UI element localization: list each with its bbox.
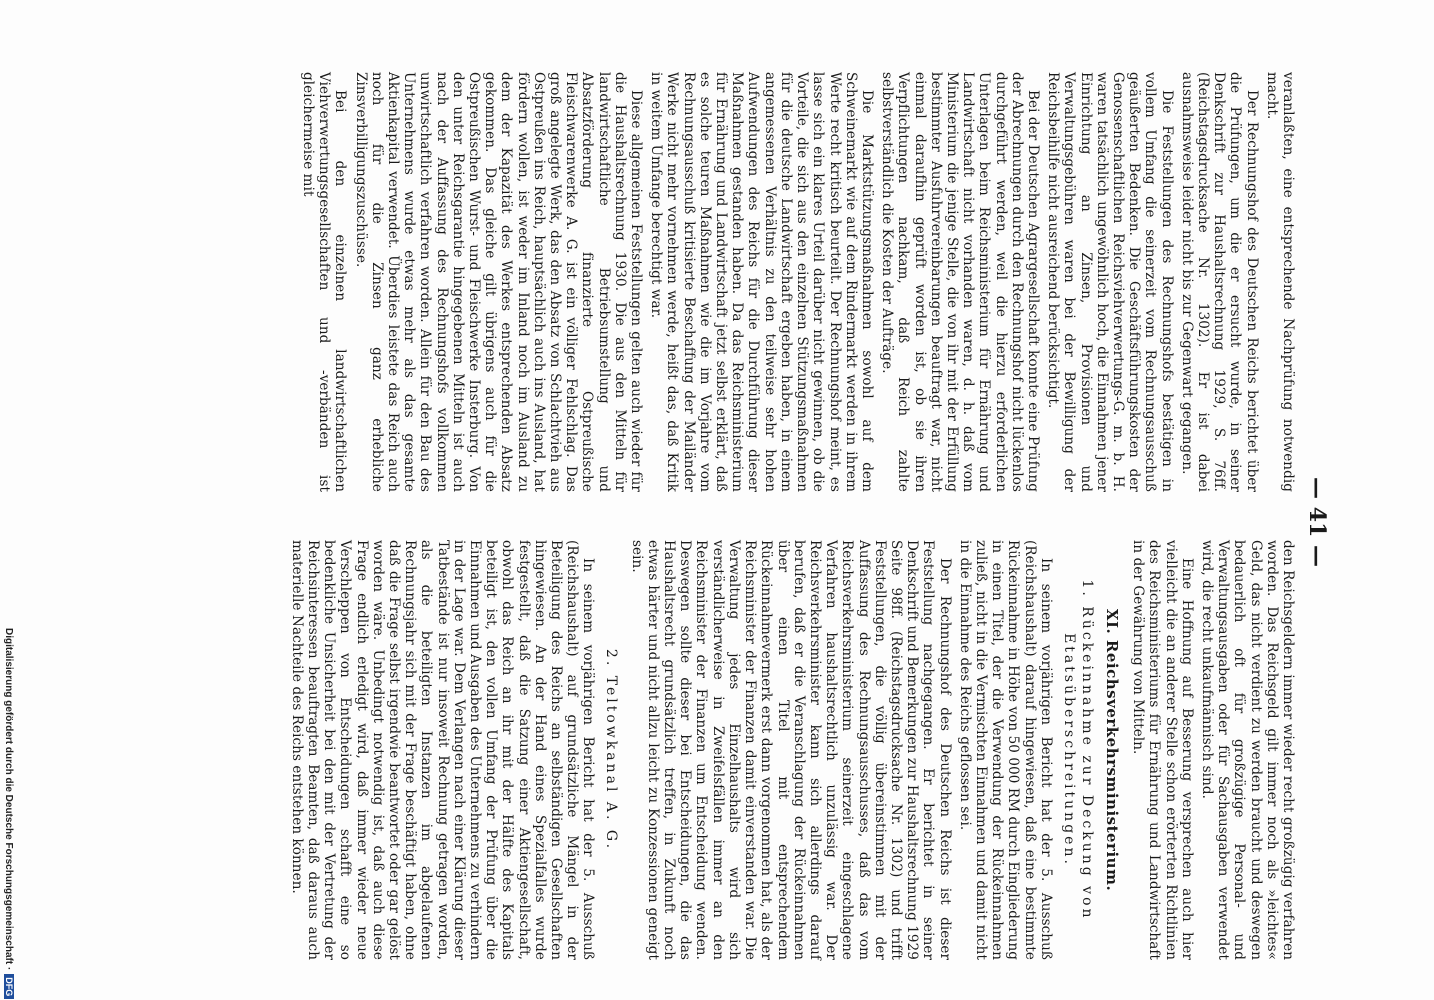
section-title: XI. Reichsverkehrsministerium. bbox=[1102, 608, 1121, 892]
right-column bbox=[285, 540, 1296, 960]
paragraph: Die Marktstützungsmaßnahmen sowohl auf dem Schweinemarkt wie auf dem Rindermarkt werden in ihrem Werte recht kritisch beurteilt. Der Rechnungshof meint, es lasse sich ein klares Urteil darüber nicht gewinnen, ob die Vorteile, die sich aus den einzelnen Stützungsmaßnahmen für die deutsche Landwirtschaft ergeben haben, in einem angemessenen Verhältnis zu den teilweise sehr hohen Aufwendungen des Reichs für die Durchführung dieser Maßnahmen gestanden haben. Da das Reichsministerium für Ernährung und Landwirtschaft jetzt selbst erklärt, daß es solche teuren Maßnahmen wie die im Vorjahre vom Rechnungsausschuß kritisierte Beschaffung der Mailänder Werke nicht mehr vornehmen werde, heißt das, daß Kritik in weitem Umfange berechtigt war. bbox=[648, 72, 875, 492]
paragraph: veranlaßten, eine entsprechende Nachprüfung notwendig macht. bbox=[1263, 72, 1296, 492]
paragraph: In seinem vorjährigen Bericht hat der 5. Ausschuß (Reichshaushalt) darauf hingewiesen, daß eine bestimmte Rückeinnahme in Höhe von 50 000 RM durch Eingliederung in einen Titel, der die Verwendung der Rückeinnahmen zuließ, nicht in die Vermischten Einnahmen und damit nicht in die Einnahme des Reichs geflossen sei. bbox=[956, 540, 1054, 960]
digitization-footer bbox=[0, 628, 16, 998]
paragraph: Diese allgemeinen Feststellungen gelten auch wieder für die Haushaltsrechnung 1930. Die aus den Mitteln für landwirtschaftliche Betriebsumstellung und Absatzförderung finanzierte Ostpreußische Fleischwarenwerke A. G. ist ein völliger Fehlschlag. Das groß angelegte Werk, das den Absatz von Schlachtvieh aus Ostpreußen ins Reich, hauptsächlich auch ins Ausland, hat fördern wollen, ist weder im Inland noch im Ausland zu dem der Kapazität des Werkes entsprechenden Absatz gekommen. Das gleiche gilt übrigens auch für die Ostpreußischen Wurst- und Fleischwerke Insterburg. Von den unter Reichsgarantie hingegebenen Mitteln ist auch nach der Auffassung des Rechnungshofs vollkommen unwirtschaftlich verfahren worden. Allein für den Bau des Unternehmens wurde etwas mehr als das gesamte Aktienkapital verwendet. Überdies leistete das Reich auch noch für die Zinsen ganz erhebliche Zinsverbilligungszuschüsse. bbox=[352, 72, 645, 492]
dfg-logo-icon: DFG bbox=[4, 974, 14, 999]
footer-text: Digitalisierung gefördert durch die Deutsche Forschungsgemeinschaft · bbox=[3, 628, 14, 971]
subsection-title: 2. Teltowkanal A. G. bbox=[603, 648, 620, 852]
page-number: — 41 — bbox=[1304, 477, 1330, 567]
paragraph: Eine Hoffnung auf Besserung versprechen auch hier vielleicht die an anderer Stelle schon erörterten Richtlinien des Reichsministeriums für Ernährung und Landwirtschaft in der Gewährung von Mitteln. bbox=[1130, 540, 1195, 960]
paragraph: den Reichsgeldern immer wieder recht großzügig verfahren worden. Das Reichsgeld gilt immer noch als »leichtes« Geld, das nicht verdient zu werden braucht und deswegen bedauerlich oft für großzügige Personal- und Verwaltungsausgaben oder für Sachausgaben verwendet wird, die recht unkaufmännisch sind. bbox=[1198, 540, 1296, 960]
paragraph: Bei der Deutschen Agrargesellschaft konnte eine Prüfung der Abrechnungen durch den Rechnungshof nicht lückenlos durchgeführt werden, weil die hierzu erforderlichen Unterlagen beim Reichsministerium für Ernährung und Landwirtschaft nicht vorhanden waren, d. h. daß vom Ministerium die jenige Stelle, die von ihr mit der Erfüllung bestimmter Ausfuhrvereinbarungen beauftragt war, nicht einmal daraufhin geprüft worden ist, ob sie ihren Verpflichtungen nachkam, daß Reich zahlte selbstverständlich die Kosten der Aufträge. bbox=[879, 72, 1041, 492]
paragraph: Der Rechnungshof des Deutschen Reichs ist dieser Feststellung nachgegangen. Er berichtet in seiner Denkschrift und Bemerkungen zur Haushaltsrechnung 1929 Seite 98ff. (Reichstagsdrucksache Nr. 1302) und trifft Feststellungen, die völlig übereinstimmen mit der Auffassung des Rechnungsausschusses, daß das vom Reichsverkehrsministerium seinerzeit eingeschlagene Verfahren haushaltsrechtlich unzulässig war. Der Reichsverkehrsminister kann sich allerdings darauf berufen, daß er die Veranschlagung der Rückeinnahmen über einen Titel mit entsprechendem Rückeinnahmevermerk erst dann vorgenommen hat, als der Reichsminister der Finanzen damit einverstanden war. Die Verwaltung jedes Einzelhaushalts wird sich verständlicherweise in Zweifelsfällen immer an den Reichsminister der Finanzen um Entscheidung wenden. Deswegen sollte dieser bei Entscheidungen, die das Haushaltsrecht grundsätzlich treffen, in Zukunft noch etwas härter und nicht allzu leicht zu Konzessionen geneigt sein. bbox=[628, 540, 953, 960]
left-column bbox=[296, 72, 1296, 492]
paragraph: In seinem vorjährigen Bericht hat der 5. Ausschuß (Reichshaushalt) auf grundsätzliche Mängel in der Beteiligung des Reichs an selbständigen Gesellschaften hingewiesen. An der Hand eines Spezialfalles wurde festgestellt, daß die Satzung einer Aktiengesellschaft, obwohl das Reich an ihr mit der Hälfte des Kapitals beteiligt ist, den vollen Umfang der Prüfung über die Einnahmen und Ausgaben des Unternehmens zu verhindern in der Lage war. Dem Verlangen nach einer Klärung dieser Tatbestände ist nur insoweit Rechnung getragen worden, als die beteiligten Instanzen im abgelaufenen Rechnungsjahr sich mit der Frage beschäftigt haben, ohne daß die Frage selbst irgendwie beantwortet oder gar gelöst worden wäre. Unbedingt notwendig ist, daß auch diese Frage endlich erledigt wird, daß immer wieder neue Verschleppen von Entscheidungen schafft eine so bedenkliche Unsicherheit bei den mit der Vertretung der Reichsinteressen beauftragten Beamten, daß daraus auch materielle Nachteile des Reichs entstehen können. bbox=[288, 540, 597, 960]
paragraph: Die Feststellungen des Rechnungshofs bestätigen in vollem Umfang die seinerzeit vom Rechnungsausschuß geäußerten Bedenken. Die Geschäftsführungskosten der Genossenschaftlichen Reichsviehverwertungs-G. m. b. H. waren tatsächlich ungewöhnlich hoch, die Einnahmen jener Einrichtung an Zinsen, Provisionen und Verwaltungsgebühren waren bei der Bewilligung der Reichsbeihilfe nicht ausreichend berücksichtigt. bbox=[1045, 72, 1175, 492]
paragraph: Der Rechnungshof des Deutschen Reichs berichtet über die Prüfungen, um die er ersucht wurde, in seiner Denkschrift zur Haushaltsrechnung 1929, S. 76ff. (Reichstagsdrucksache Nr. 1302). Er ist dabei ausnahmsweise leider nicht bis zur Gegenwart gegangen. bbox=[1178, 72, 1260, 492]
rotated-page-content bbox=[150, 72, 1330, 972]
paragraph: Bei den einzelnen landwirtschaftlichen Viehverwertungsgesellschaften und -verbänden ist gleichermeise mit bbox=[300, 72, 349, 492]
subsection-title: 1. Rückeinnahme zur Deckung von Etatsüberschreitungen. bbox=[1060, 579, 1095, 921]
